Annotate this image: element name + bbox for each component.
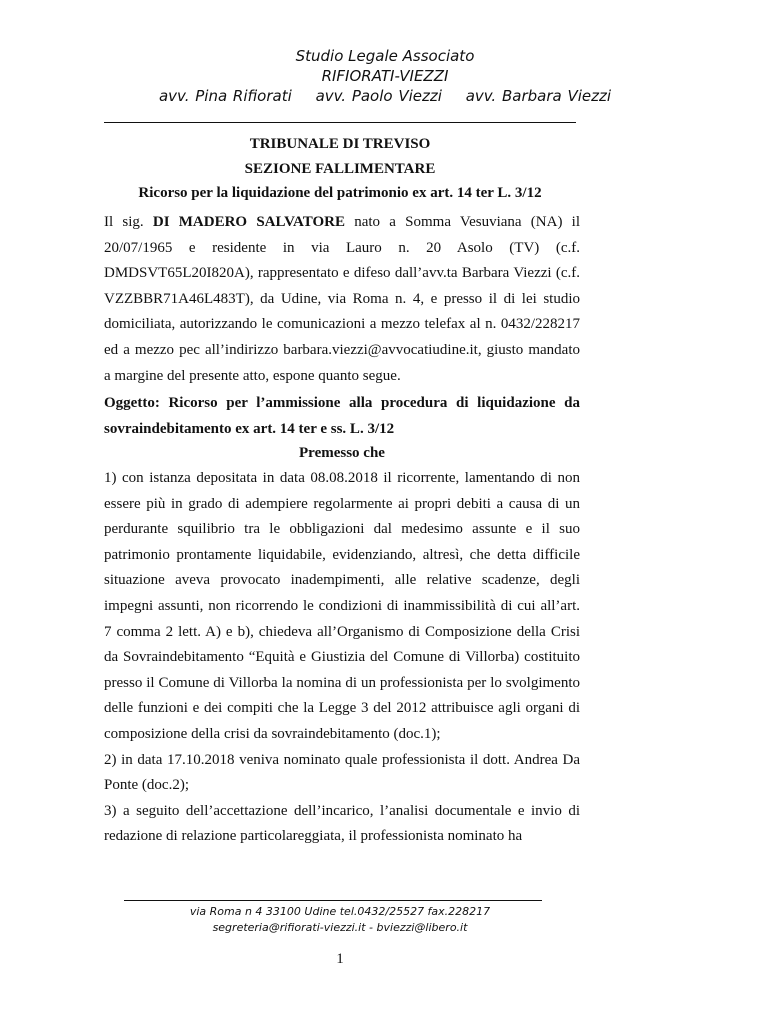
- lawyer-1: avv. Pina Rifiorati: [158, 87, 292, 105]
- firm-name: RIFIORATI-VIEZZI: [321, 67, 449, 85]
- premise-item: 2) in data 17.10.2018 veniva nominato quale professionista il dott. Andrea Da Ponte (doc.2);: [104, 751, 580, 794]
- premise-heading: Premesso che: [299, 445, 385, 461]
- client-name: DI MADERO SALVATORE: [152, 214, 345, 230]
- intro-body: nato a Somma Vesuviana (NA) il 20/07/1965 e residente in via Lauro n. 20 Asolo (TV) (c.f. DMDSVT65L20I820A), rappresentato e difeso dall’avv.ta Barbara Viezzi (c.f. VZZBBR71A46L483T), da Udine, via Roma n. 4, e presso il di lei studio domiciliata, autorizzando le comunicazioni a mezzo telefax al n. 0432/228217 ed a mezzo pec all’indirizzo barbara.viezzi@avvocatiudine.it, giusto mandato a margine del presente atto, espone quanto segue.: [104, 214, 581, 384]
- intro-paragraph: [104, 210, 580, 389]
- premise-item: 3) a seguito dell’accettazione dell’incarico, l’analisi documentale e invio di redazione di relazione particolareggiata, il professionista nominato ha: [104, 802, 580, 845]
- lawyer-2: avv. Paolo Viezzi: [315, 87, 442, 105]
- object-paragraph: Oggetto: Ricorso per l’ammissione alla procedura di liquidazione da sovraindebitamento ex art. 14 ter e ss. L. 3/12: [104, 395, 580, 437]
- intro-pre: Il sig.: [104, 214, 144, 230]
- header-divider: [104, 122, 576, 123]
- footer-divider: [124, 900, 542, 901]
- subject-title: Ricorso per la liquidazione del patrimonio ex art. 14 ter L. 3/12: [138, 185, 542, 201]
- lawyer-3: avv. Barbara Viezzi: [465, 87, 612, 105]
- premises-list: [104, 466, 580, 850]
- court-title: TRIBUNALE DI TREVISO: [249, 136, 431, 152]
- section-title: SEZIONE FALLIMENTARE: [244, 161, 436, 177]
- page-number: 1: [336, 951, 344, 967]
- footer-address: via Roma n 4 33100 Udine tel.0432/25527 fax.228217: [189, 905, 491, 918]
- premise-item: 1) con istanza depositata in data 08.08.2018 il ricorrente, lamentando di non essere più in grado di adempiere regolarmente ai propri debiti a causa di un perdurante squilibrio tra le obbligazioni dal medesimo assunte e il suo patrimonio prontamente liquidabile, evidenziando, altresì, che detta difficile situazione aveva provocato inadempimenti, alle relative scadenze, degli impegni assunti, non ricorrendo le condizioni di inammissibilità di cui all’art. 7 comma 2 lett. A) e b), chiedeva all’Organismo di Composizione della Crisi da Sovraindebitamento “Equità e Giustizia del Comune di Villorba) costituito presso il Comune di Villorba la nomina di un professionista per lo svolgimento delle funzioni e dei compiti che la Legge 3 del 2012 attribuisce agli organi di composizione della crisi da sovraindebitamento (doc.1);: [104, 470, 580, 742]
- lawyers-line: [0, 86, 770, 106]
- firm-heading: Studio Legale Associato: [295, 47, 475, 65]
- footer-emails: segreteria@rifiorati-viezzi.it - bviezzi@libero.it: [212, 921, 468, 934]
